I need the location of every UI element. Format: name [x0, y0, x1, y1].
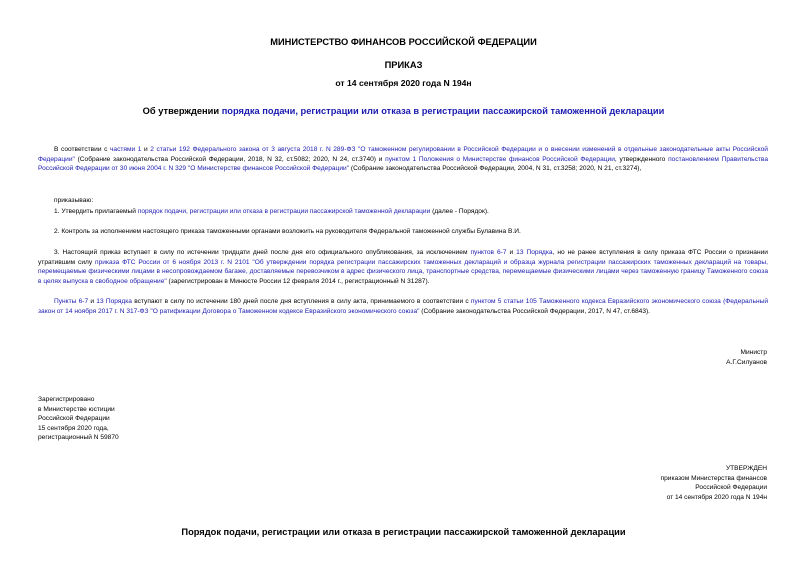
document-link[interactable]: постановлением Правительства Российской Федерации от 30 июня 2004 г. N 329 "О Министерстве финансов Российской Федерации": [38, 155, 769, 173]
item-2-paragraph: [38, 227, 768, 237]
effective-date-paragraph: [38, 297, 768, 316]
registration-block: [38, 395, 119, 443]
signature-block: [726, 348, 767, 367]
approval-line-3: Российской Федерации: [695, 484, 767, 492]
paragraph-text: , но не ранее вступления в силу приказа ФТС России о признании утратившим силу: [38, 249, 768, 266]
document-link[interactable]: Пункты 6-7: [54, 298, 89, 305]
paragraph-text: В соответствии с: [54, 146, 110, 153]
paragraph-text: и: [141, 146, 151, 153]
paragraph-text: , утвержденного: [614, 155, 669, 163]
approval-line-4: от 14 сентября 2020 года N 194н: [666, 493, 767, 501]
appendix-title: Порядок подачи, регистрации или отказа в регистрации пассажирской таможенной декларации: [181, 527, 626, 537]
document-link[interactable]: 2 статьи 192 Федерального закона от 3 августа 2018 г. N 289-ФЗ "О таможенном регулировании в Российской Федерации и о внесении изменений в отдельные законодательные акты Российской Федерации": [38, 146, 768, 163]
document-link[interactable]: приказа ФТС России от 6 ноября 2013 г. N 2101 "Об утверждении порядка регистрации пассажирских таможенных деклараций и образца журнала регистрации пассажирских таможенных деклараций на товары, перемещаемые физическими лицами в несопровождаемом багаже, доставляемые перевозчиком в адрес физического лица, транспортные средства, перемещаемые физическими лицами через таможенную границу Таможенного союза в целях выпуска в свободное обращение": [38, 258, 768, 285]
paragraph-text: 1. Утвердить прилагаемый: [54, 208, 138, 215]
registration-line-1: Зарегистрировано: [38, 396, 95, 403]
registration-line-2: в Министерстве юстиции: [38, 405, 115, 413]
document-title: [0, 106, 807, 116]
document-link[interactable]: (Федеральный закон от 14 ноября 2017 г. N 317-ФЗ "О ратификации Договора о Таможенном кодексе Евразийского экономического союза": [38, 298, 769, 315]
registration-line-4: 15 сентября 2020 года,: [38, 424, 109, 432]
approval-line-2: приказом Министерства финансов: [660, 474, 767, 482]
document-link[interactable]: пунктом 1 Положения о Министерстве финансов Российской Федерации: [385, 155, 615, 163]
paragraph-text: 2. Контроль за исполнением настоящего приказа таможенными органами возложить на руководителя Федеральной таможенной службы Булавина В.И.: [54, 228, 521, 235]
item-3-paragraph: [38, 248, 768, 286]
paragraph-text: и: [88, 298, 97, 305]
approval-block: [661, 464, 767, 502]
registration-line-5: регистрационный N 59870: [38, 434, 119, 442]
document-link[interactable]: 13 Порядка: [96, 298, 132, 305]
document-date: от 14 сентября 2020 года N 194н: [335, 78, 472, 88]
document-type: ПРИКАЗ: [384, 60, 423, 70]
document-link[interactable]: пунктом 5 статьи 105 Таможенного кодекса Евразийского экономического союза: [470, 298, 721, 305]
document-link[interactable]: частями 1: [109, 146, 142, 153]
signatory-name: А.Г.Силуанов: [726, 358, 767, 366]
paragraph-text: (Собрание законодательства Российской Федерации, 2004, N 31, ст.3258; 2020, N 21, ст.3274),: [349, 165, 642, 173]
paragraph-text: вступают в силу по истечении 180 дней после дня вступления в силу акта, принимаемого в соответствии с: [131, 298, 471, 305]
paragraph-text: (далее - Порядок).: [430, 208, 489, 215]
document-link[interactable]: пунктов 6-7: [470, 249, 507, 256]
item-1-paragraph: [38, 207, 768, 217]
paragraph-text: 3. Настоящий приказ вступает в силу по истечении тридцати дней после дня его официального опубликования, за исключением: [54, 249, 471, 256]
preamble-paragraph: [38, 145, 768, 174]
document-link[interactable]: 13 Порядка: [516, 249, 553, 256]
paragraph-text: и: [506, 249, 517, 256]
order-word: приказываю:: [54, 197, 94, 204]
signatory-position: Министр: [740, 349, 767, 356]
title-prefix: Об утверждении: [142, 106, 222, 116]
ministry-heading: МИНИСТЕРСТВО ФИНАНСОВ РОССИЙСКОЙ ФЕДЕРАЦИИ: [270, 37, 537, 47]
paragraph-text: (зарегистрирован в Минюсте России 12 февраля 2014 г., регистрационный N 31287).: [166, 277, 430, 285]
paragraph-text: (Собрание законодательства Российской Федерации, 2017, N 47, ст.6843).: [419, 307, 651, 315]
paragraph-text: (Собрание законодательства Российской Федерации, 2018, N 32, ст.5082; 2020, N 24, ст.3740) и: [74, 155, 386, 163]
document-link[interactable]: порядок подачи, регистрации или отказа в регистрации пассажирской таможенной декларации: [137, 208, 431, 215]
registration-line-3: Российской Федерации: [38, 415, 110, 423]
title-link[interactable]: порядка подачи, регистрации или отказа в регистрации пассажирской таможенной декларации: [221, 106, 665, 116]
approval-line-1: УТВЕРЖДЕН: [725, 465, 767, 472]
